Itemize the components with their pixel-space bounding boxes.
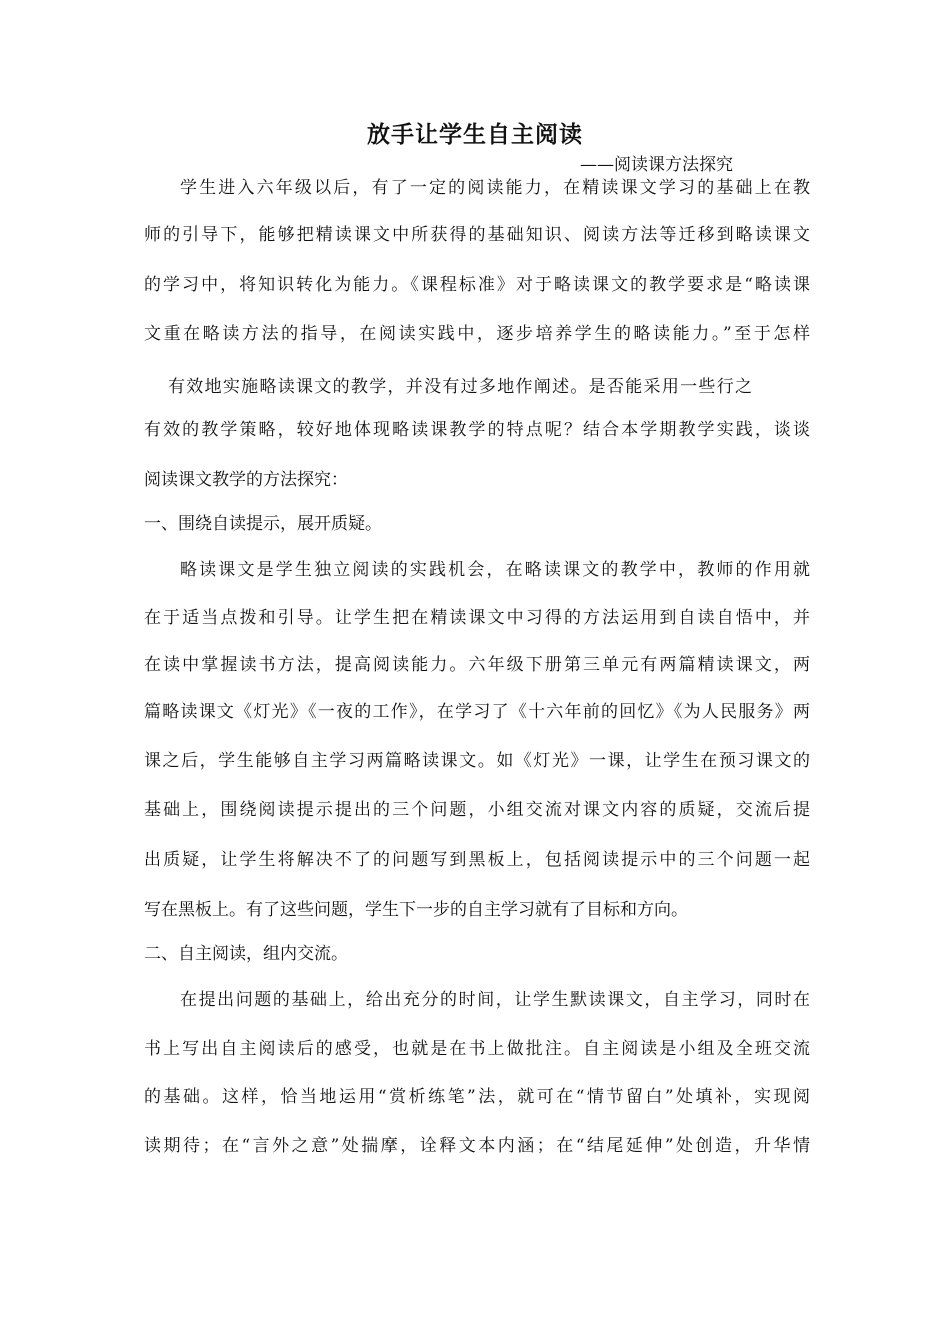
paragraph-line: 书上写出自主阅读后的感受，也就是在书上做批注。自主阅读是小组及全班交流 xyxy=(144,1039,810,1059)
paragraph-line: 学生进入六年级以后，有了一定的阅读能力，在精读课文学习的基础上在教 xyxy=(180,178,810,198)
paragraph-line: 在于适当点拨和引导。让学生把在精读课文中习得的方法运用到自读自悟中，并 xyxy=(144,608,810,628)
paragraph-line: 课之后，学生能够自主学习两篇略读课文。如《灯光》一课，让学生在预习课文的 xyxy=(144,751,810,771)
paragraph-line: 在读中掌握读书方法，提高阅读能力。六年级下册第三单元有两篇精读课文，两 xyxy=(144,655,810,675)
section-heading: 一、围绕自读提示，展开质疑。 xyxy=(144,514,382,534)
paragraph-line: 有效地实施略读课文的教学，并没有过多地作阐述。是否能采用一些行之 xyxy=(168,377,752,397)
paragraph-line: 基础上，围绕阅读提示提出的三个问题，小组交流对课文内容的质疑，交流后提 xyxy=(144,800,810,820)
paragraph-line: 有效的教学策略，较好地体现略读课教学的特点呢？结合本学期教学实践，谈谈 xyxy=(144,420,810,440)
paragraph-line: 师的引导下，能够把精读课文中所获得的基础知识、阅读方法等迁移到略读课文 xyxy=(144,225,810,245)
section-heading: 二、自主阅读，组内交流。 xyxy=(144,944,348,964)
paragraph-line: 阅读课文教学的方法探究： xyxy=(144,470,348,490)
paragraph-line: 写在黑板上。有了这些问题，学生下一步的自主学习就有了目标和方向。 xyxy=(144,900,688,920)
document-title: 放手让学生自主阅读 xyxy=(367,121,583,148)
paragraph-line: 读期待；在“言外之意”处揣摩，诠释文本内涵；在“结尾延伸”处创造，升华情 xyxy=(144,1136,810,1156)
paragraph-line: 的学习中，将知识转化为能力。《课程标准》对于略读课文的教学要求是“略读课 xyxy=(144,275,810,295)
paragraph-line: 略读课文是学生独立阅读的实践机会，在略读课文的教学中，教师的作用就 xyxy=(180,560,810,580)
paragraph-line: 文重在略读方法的指导，在阅读实践中，逐步培养学生的略读能力。”至于怎样 xyxy=(144,324,810,344)
paragraph-line: 在提出问题的基础上，给出充分的时间，让学生默读课文，自主学习，同时在 xyxy=(180,990,810,1010)
document-subtitle: ——阅读课方法探究 xyxy=(580,155,733,175)
paragraph-line: 的基础。这样，恰当地运用“赏析练笔”法，就可在“情节留白”处填补，实现阅 xyxy=(144,1087,810,1107)
paragraph-line: 篇略读课文《灯光》《一夜的工作》，在学习了《十六年前的回忆》《为人民服务》两 xyxy=(144,702,810,722)
paragraph-line: 出质疑，让学生将解决不了的问题写到黑板上，包括阅读提示中的三个问题一起 xyxy=(144,850,810,870)
